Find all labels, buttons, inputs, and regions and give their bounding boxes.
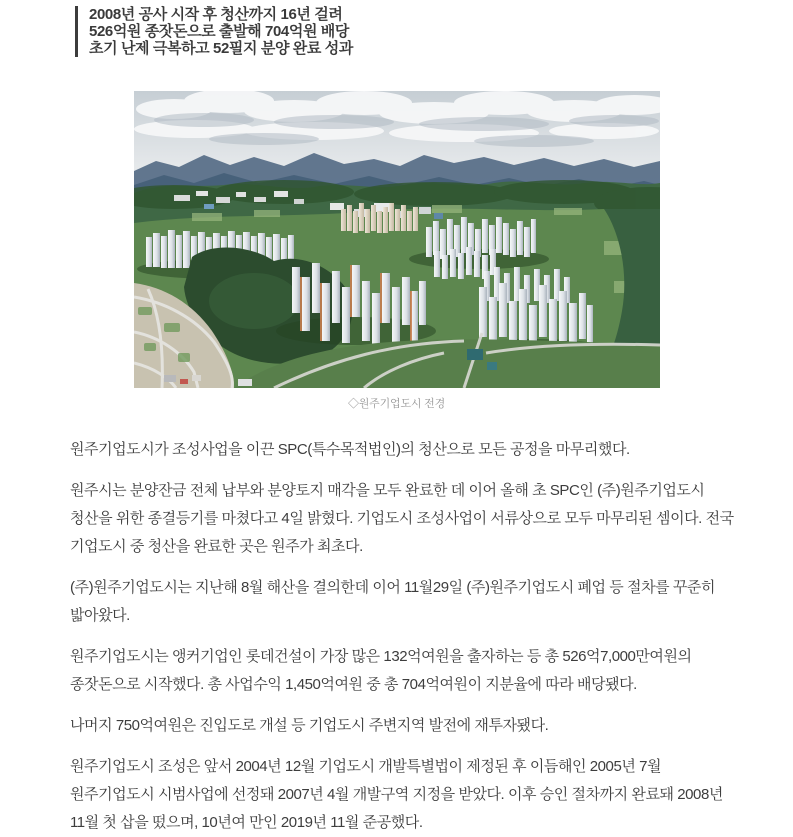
headline-line: 초기 난제 극복하고 52필지 분양 완료 성과 [89,40,353,57]
photo-caption: ◇원주기업도시 전경 [347,398,446,410]
headline-summary [75,6,793,57]
article-paragraph: 원주기업도시 조성은 앞서 2004년 12월 기업도시 개발특별법이 제정된 후 이듬해인 2005년 7월 원주기업도시 시범사업에 선정돼 2007년 4월 개발구역 지정을 받았다. 이후 승인 절차까지 완료돼 2008년 11월 첫 삽을 떴으며, 10년여 만인 2019년 11월 준공했다. [70,758,723,831]
city-aerial-photo [134,91,660,388]
article-paragraph: (주)원주기업도시는 지난해 8월 해산을 결의한데 이어 11월29일 (주)원주기업도시 폐업 등 절차를 꾸준히 밟아왔다. [70,579,715,624]
headline-line: 526억원 종잣돈으로 출발해 704억원 배당 [89,23,349,40]
article-body [70,436,735,837]
article-paragraph: 원주기업도시가 조성사업을 이끈 SPC(특수목적법인)의 청산으로 모든 공정을 마무리했다. [70,441,630,458]
headline-lines [78,6,353,57]
article-paragraph: 나머지 750억여원은 진입도로 개설 등 기업도시 주변지역 발전에 재투자됐다. [70,717,549,734]
article-paragraph: 원주시는 분양잔금 전체 납부와 분양토지 매각을 모두 완료한 데 이어 올해 초 SPC인 (주)원주기업도시 청산을 위한 종결등기를 마쳤다고 4일 밝혔다. 기업도시 조성사업이 서류상으로 모두 마무리된 셈이다. 전국 기업도시 중 청산을 완료한 곳은 원주가 최초다. [70,482,734,555]
headline-line: 2008년 공사 시작 후 청산까지 16년 걸려 [89,6,343,23]
article-paragraph: 원주기업도시는 앵커기업인 롯데건설이 가장 많은 132억여원을 출자하는 등 총 526억7,000만여원의 종잣돈으로 시작했다. 총 사업수익 1,450억여원 중 총 704억여원이 지분율에 따라 배당됐다. [70,648,692,693]
article-page [0,6,793,831]
forest-highlight [209,273,299,329]
article-figure [0,91,793,411]
